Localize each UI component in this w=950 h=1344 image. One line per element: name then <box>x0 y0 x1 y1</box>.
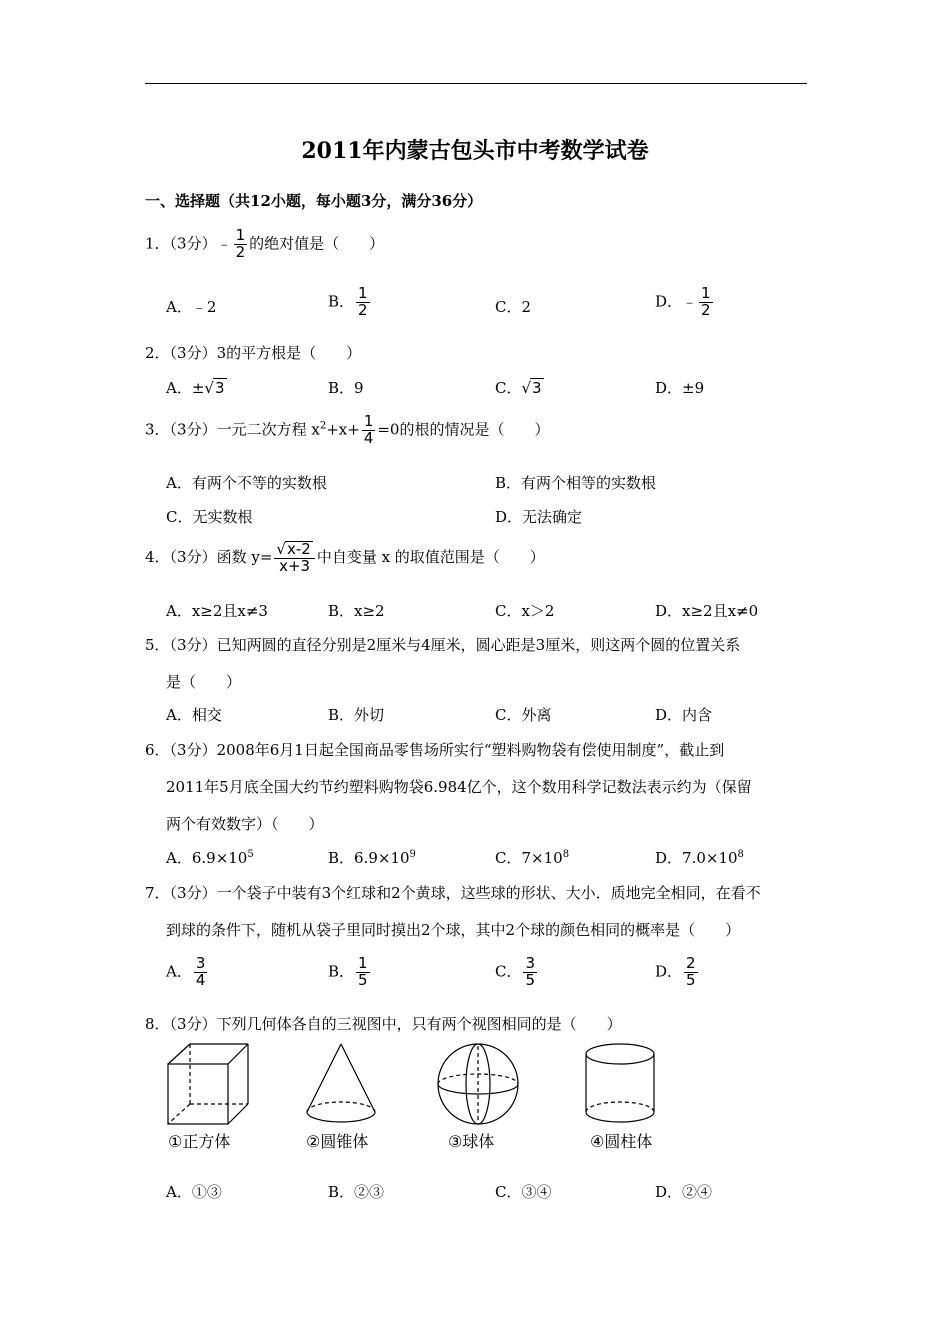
page-title: 2011年内蒙古包头市中考数学试卷 <box>301 138 649 164</box>
q6-option-d: D．$7.0\times 10^8$ <box>655 849 744 867</box>
q8-option-c: C．③④ <box>495 1183 552 1201</box>
q5-option-a: A．相交 <box>166 706 222 724</box>
question-6-line-1: 6．（3分）2008年6月1日起全国商品零售场所实行“塑料购物袋有偿使用制度”，截止到 <box>145 741 725 759</box>
fraction: $\frac{1}{2}$ <box>235 226 246 261</box>
q8-option-d: D．②④ <box>655 1183 713 1201</box>
q6-option-c: C．$7\times 10^8$ <box>495 849 570 867</box>
question-2: 2．（3分）3的平方根是（ ） <box>145 344 362 362</box>
q4-option-a: A．x≥2且x≠3 <box>166 602 268 620</box>
q3-option-a: A．有两个不等的实数根 <box>166 474 327 492</box>
q4-option-c: C．x＞2 <box>495 602 555 620</box>
q5-option-b: B．外切 <box>328 706 385 724</box>
q1-option-a: A．﹣2 <box>166 298 217 316</box>
question-7-line-1: 7．（3分）一个袋子中装有3个红球和2个黄球，这些球的形状、大小．质地完全相同，在看不 <box>145 884 761 902</box>
figure-caption-cube: ①正方体 <box>168 1132 231 1151</box>
geometry-figures <box>160 1042 680 1126</box>
q3-option-d: D．无法确定 <box>495 508 583 526</box>
question-7-line-2: 到球的条件下，随机从袋子里同时摸出2个球，其中2个球的颜色相同的概率是（ ） <box>166 921 741 939</box>
q1-option-c: C．2 <box>495 298 532 316</box>
q7-option-d: D． $\frac{2}{5}$ <box>655 954 696 989</box>
question-3: 3．（3分）一元二次方程 $x^2+x+$ $\frac{1}{4}$ =0的根的情况是（ ） <box>145 412 550 447</box>
q7-option-c: C． $\frac{3}{5}$ <box>495 954 536 989</box>
q5-option-d: D．内含 <box>655 706 713 724</box>
question-5-line-2: 是（ ） <box>166 673 242 691</box>
q5-option-c: C．外离 <box>495 706 552 724</box>
q6-option-b: B．$6.9\times 10^9$ <box>328 849 416 867</box>
question-6-line-3: 两个有效数字）（ ） <box>166 815 324 833</box>
question-4: 4．（3分）函数 y= √ x-2 x+3 中自变量 x 的取值范围是（ ） <box>145 540 545 575</box>
question-5-line-1: 5．（3分）已知两圆的直径分别是2厘米与4厘米，圆心距是3厘米，则这两个圆的位置关系 <box>145 636 741 654</box>
q2-option-d: D．±9 <box>655 379 705 397</box>
q1-option-b: B． $\frac{1}{2}$ <box>328 284 368 319</box>
header-rule <box>145 83 807 84</box>
figure-caption-sphere: ③球体 <box>448 1132 495 1151</box>
q6-option-a: A．$6.9\times 10^5$ <box>166 849 254 867</box>
section-heading: 一、选择题（共12小题，每小题3分，满分36分） <box>145 192 483 210</box>
question-8: 8．（3分）下列几何体各自的三视图中，只有两个视图相同的是（ ） <box>145 1015 622 1033</box>
q8-option-b: B．②③ <box>328 1183 385 1201</box>
q2-option-b: B．9 <box>328 379 364 397</box>
q3-option-b: B．有两个相等的实数根 <box>495 474 657 492</box>
question-6-line-2: 2011年5月底全国大约节约塑料购物袋6.984亿个，这个数用科学记数法表示约为（保留 <box>166 778 752 796</box>
cube-figure <box>168 1044 248 1124</box>
q7-option-a: A． $\frac{3}{4}$ <box>166 954 206 989</box>
cylinder-figure <box>586 1044 654 1122</box>
q3-option-c: C．无实数根 <box>166 508 253 526</box>
q8-option-a: A．①③ <box>166 1183 222 1201</box>
q4-option-d: D．x≥2且x≠0 <box>655 602 759 620</box>
cone-figure <box>307 1044 375 1122</box>
q7-option-b: B． $\frac{1}{5}$ <box>328 954 368 989</box>
q2-option-a: A．± √ 3 <box>166 379 225 397</box>
q1-option-d: D．﹣ $\frac{1}{2}$ <box>655 284 711 319</box>
figure-caption-cone: ②圆锥体 <box>306 1132 369 1151</box>
q2-option-c: C． √ 3 <box>495 379 542 397</box>
q4-option-b: B．x≥2 <box>328 602 385 620</box>
question-1: 1．（3分）﹣ $\frac{1}{2}$ 的绝对值是（ ） <box>145 226 385 261</box>
figure-caption-cylinder: ④圆柱体 <box>590 1132 653 1151</box>
sphere-figure <box>438 1044 518 1124</box>
